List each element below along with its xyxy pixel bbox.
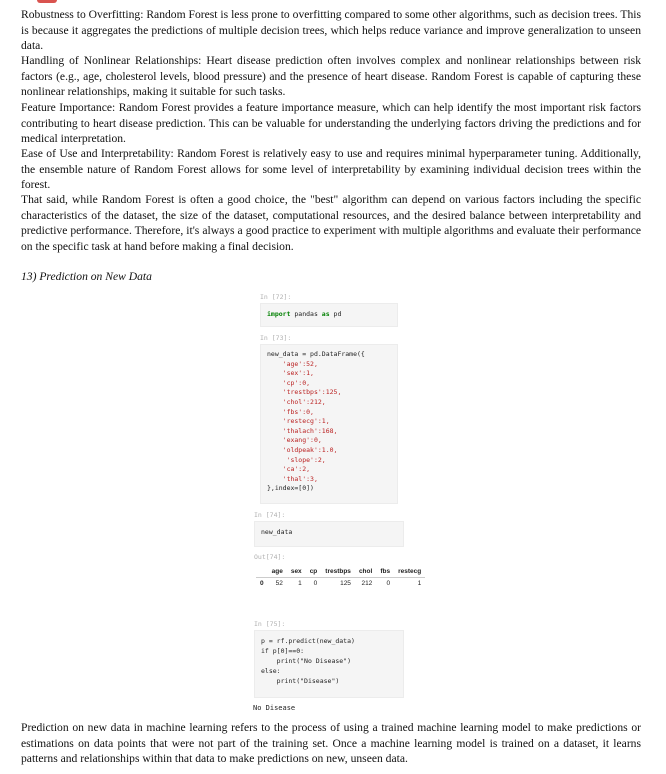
code-line: 'age':52, [267, 359, 318, 368]
code-line-new-data: new_data [261, 528, 293, 536]
code-line: if p[0]==0: [261, 647, 305, 655]
table-cell: 1 [417, 580, 422, 587]
table-cell: 125 [340, 580, 351, 587]
cell-prompt-72: In [72]: [260, 293, 292, 301]
table-header: trestbps [325, 568, 351, 575]
code-line: print("No Disease") [261, 657, 352, 665]
dataframe-table [256, 566, 425, 589]
code-line: 'exang':0, [267, 436, 322, 445]
code-line: 'thal':3, [267, 474, 318, 483]
code-line: 'trestbps':125, [267, 388, 342, 397]
paragraph-ease-of-use: Ease of Use and Interpretability: Random Forest is relatively easy to use and requires minimal hyperparameter tuning. Additionally, the ensemble nature of Random Forest allows for some level of interpretability by examining individual decision trees within the forest. [21, 147, 641, 191]
code-line: print("Disease") [261, 677, 340, 685]
table-cell: 0 [386, 580, 391, 587]
prediction-output: No Disease [253, 704, 296, 712]
paragraph-robustness: Robustness to Overfitting: Random Forest is less prone to overfitting compared to some other algorithms, such as decision trees. This is because it aggregates the predictions of multiple decision trees, which helps reduce variance and improve generalization to unseen data. [21, 8, 641, 52]
cell-prompt-73: In [73]: [260, 334, 292, 342]
code-line-import: import pandas as pd [267, 310, 342, 318]
code-cell-new-data [254, 521, 404, 547]
code-cell-predict [254, 630, 404, 698]
code-cell-dataframe [260, 344, 398, 504]
code-line: 'oldpeak':1.0, [267, 445, 338, 454]
code-cell-import [260, 303, 398, 327]
cell-output-prompt-74: Out[74]: [254, 553, 286, 561]
cell-prompt-74: In [74]: [254, 511, 286, 519]
top-accent-mark [37, 0, 57, 3]
table-header: age [271, 568, 283, 575]
table-header: restecg [398, 568, 422, 575]
cell-prompt-75: In [75]: [254, 620, 286, 628]
table-header: chol [358, 568, 373, 575]
table-cell: 0 [260, 580, 264, 587]
section-heading: 13) Prediction on New Data [21, 270, 152, 283]
table-cell: 0 [313, 580, 318, 587]
code-line: 'fbs':0, [267, 407, 314, 416]
table-header: cp [309, 568, 318, 575]
paragraph-best-algorithm: That said, while Random Forest is often a good choice, the "best" algorithm can depend on various factors including the specific characteristics of the dataset, the size of the dataset, computational resources, and the desired balance between interpretability and predictive performance. Therefore, it's always a good practice to experiment with multiple algorithms and evaluate their performance on the specific task at hand before making a final decision. [21, 193, 641, 253]
table-cell: 52 [275, 580, 283, 587]
code-line: 'sex':1, [267, 369, 314, 378]
paragraph-prediction: Prediction on new data in machine learning refers to the process of using a trained machine learning model to make predictions or estimations on data points that were not part of the training set. Once a machine learning model is trained on a dataset, it learns patterns and relationships within that data to make predictions on new, unseen data. [21, 721, 641, 765]
table-cell: 212 [361, 580, 373, 587]
table-header [256, 566, 268, 578]
code-line: 'slope':2, [267, 455, 326, 464]
paragraph-nonlinear: Handling of Nonlinear Relationships: Heart disease prediction often involves complex and nonlinear relationships between risk factors (e.g., age, cholesterol levels, blood pressure) and the presence of heart disease. Random Forest is capable of capturing these nonlinear relationships, making it suitable for such tasks. [21, 54, 641, 98]
code-line: 'cp':0, [267, 378, 311, 387]
code-line: 'ca':2, [267, 465, 311, 474]
table-row [256, 578, 425, 590]
code-line: new_data = pd.DataFrame({ [267, 350, 365, 358]
code-line: 'chol':212, [267, 397, 326, 406]
table-cell: 1 [298, 580, 302, 587]
code-line: else: [261, 667, 281, 675]
code-line: 'restecg':1, [267, 417, 330, 426]
code-line: 'thalach':168, [267, 426, 338, 435]
table-header: sex [290, 568, 302, 575]
paragraph-feature-importance: Feature Importance: Random Forest provides a feature importance measure, which can help identify the most important risk factors contributing to heart disease prediction. This can be valuable for understanding the underlying factors driving the predictions and for medical interpretation. [21, 101, 641, 145]
code-line: p = rf.predict(new_data) [261, 637, 355, 645]
table-header: fbs [380, 568, 391, 575]
code-line: },index=[0]) [267, 484, 314, 493]
